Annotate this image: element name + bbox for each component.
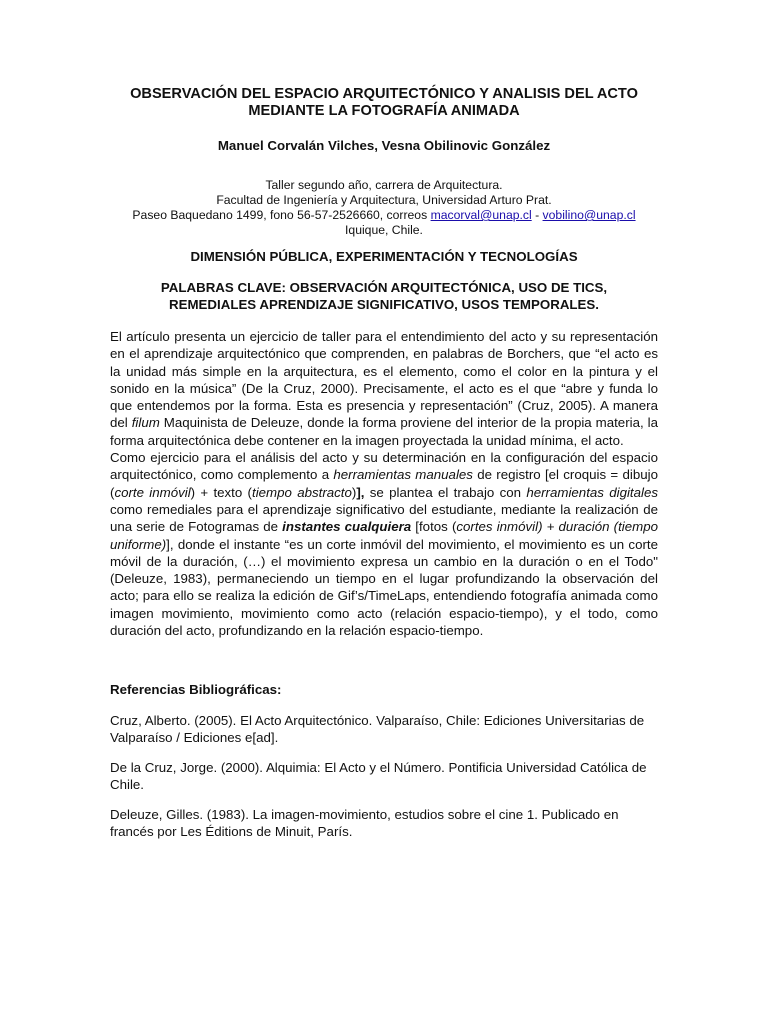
- author-list: Manuel Corvalán Vilches, Vesna Obilinovic González: [217, 138, 551, 153]
- abstract-italic-term: cortes inmóvil) + duración (tiempo uniforme): [110, 519, 658, 552]
- abstract-paragraph-2: [110, 449, 658, 639]
- email-separator: -: [531, 208, 543, 222]
- affiliation-line-faculty: Facultad de Ingeniería y Arquitectura, Universidad Arturo Prat.: [216, 193, 552, 207]
- abstract-text: ): [351, 484, 357, 500]
- abstract-text: Como ejercicio para el análisis del acto y su determinación en la configuración del espacio arquitectónico, como complemento a: [110, 450, 658, 483]
- reference-item: De la Cruz, Jorge. (2000). Alquimia: El Acto y el Número. Pontificia Universidad Católica de Chile.: [110, 760, 647, 792]
- abstract-italic-term: corte inmóvil: [114, 484, 191, 500]
- abstract-text: se plantea el trabajo con: [364, 484, 527, 500]
- affiliation-line-address: [80, 208, 688, 223]
- thematic-section-heading: DIMENSIÓN PÚBLICA, EXPERIMENTACIÓN Y TECNOLOGÍAS: [190, 249, 578, 264]
- paper-title: OBSERVACIÓN DEL ESPACIO ARQUITECTÓNICO Y ANALISIS DEL ACTO MEDIANTE LA FOTOGRAFÍA ANIMADA: [130, 86, 638, 119]
- abstract-italic-term: herramientas manuales: [333, 467, 473, 483]
- abstract-italic-term: tiempo abstracto: [252, 484, 352, 500]
- abstract-text: El artículo presenta un ejercicio de taller para el entendimiento del acto y su representación en el aprendizaje arquitectónico que comprenden, en palabras de Borchers, que “el acto es la unidad más simple en la arquitectura, es el elemento, como el color en la pintura y el sonido en la música” (De la Cruz, 2000). Precisamente, el acto es el que “abre y funda lo que entendemos por la forma. Esta es presencia y representación” (Cruz, 2005). A manera del: [110, 329, 658, 431]
- abstract-bold-italic-term: instantes cualquiera: [282, 519, 412, 535]
- abstract-italic-term: filum: [131, 415, 160, 431]
- affiliation-line-workshop: Taller segundo año, carrera de Arquitectura.: [265, 178, 503, 192]
- abstract-text: de registro [el croquis = dibujo (: [110, 467, 658, 500]
- abstract-italic-term: herramientas digitales: [526, 484, 659, 500]
- abstract-text: Maquinista de Deleuze, donde la forma proviene del interior de la propia materia, la forma arquitectónica debe contener en la imagen proyectada la unidad mínima, el acto.: [110, 415, 658, 448]
- abstract-body: [110, 328, 658, 639]
- abstract-text: como remediales para el aprendizaje significativo del estudiante, mediante la realización de una serie de Fotogramas de: [110, 501, 658, 535]
- reference-item: Cruz, Alberto. (2005). El Acto Arquitectónico. Valparaíso, Chile: Ediciones Universitarias de Valparaíso / Ediciones e[ad].: [110, 713, 645, 745]
- email-link-vobilino[interactable]: vobilino@unap.cl: [542, 208, 636, 222]
- address-text: Paseo Baquedano 1499, fono 56-57-2526660, correos: [132, 208, 431, 222]
- references-heading: Referencias Bibliográficas:: [110, 682, 282, 697]
- abstract-text: ], donde el instante “es un corte inmóvil del movimiento, el movimiento es un corte móvil de la duración, (…) el movimiento expresa un cambio en la duración o en el Todo" (Deleuze, 1983), permaneciendo un tiempo en el lugar profundizando la observación del acto; para ello se realiza la edición de Gif’s/TimeLaps, entendiendo fotografía animada como imagen movimiento, movimiento como acto (relación espacio-tiempo), y el todo, como duración del acto, profundizando en la relación espacio-tiempo.: [110, 536, 658, 639]
- affiliation-line-city: Iquique, Chile.: [345, 223, 423, 237]
- abstract-text: [fotos (: [411, 519, 457, 535]
- abstract-paragraph-1: [110, 328, 658, 449]
- reference-item: Deleuze, Gilles. (1983). La imagen-movimiento, estudios sobre el cine 1. Publicado en francés por Les Éditions de Minuit, París.: [110, 807, 619, 839]
- affiliation-block: [80, 178, 688, 238]
- abstract-bold-bracket: ],: [356, 484, 365, 500]
- keywords-heading: PALABRAS CLAVE: OBSERVACIÓN ARQUITECTÓNICA, USO DE TICS, REMEDIALES APRENDIZAJE SIGNIFICATIVO, USOS TEMPORALES.: [160, 280, 608, 312]
- abstract-text: ) + texto (: [190, 484, 252, 500]
- email-link-macorval[interactable]: macorval@unap.cl: [430, 208, 532, 222]
